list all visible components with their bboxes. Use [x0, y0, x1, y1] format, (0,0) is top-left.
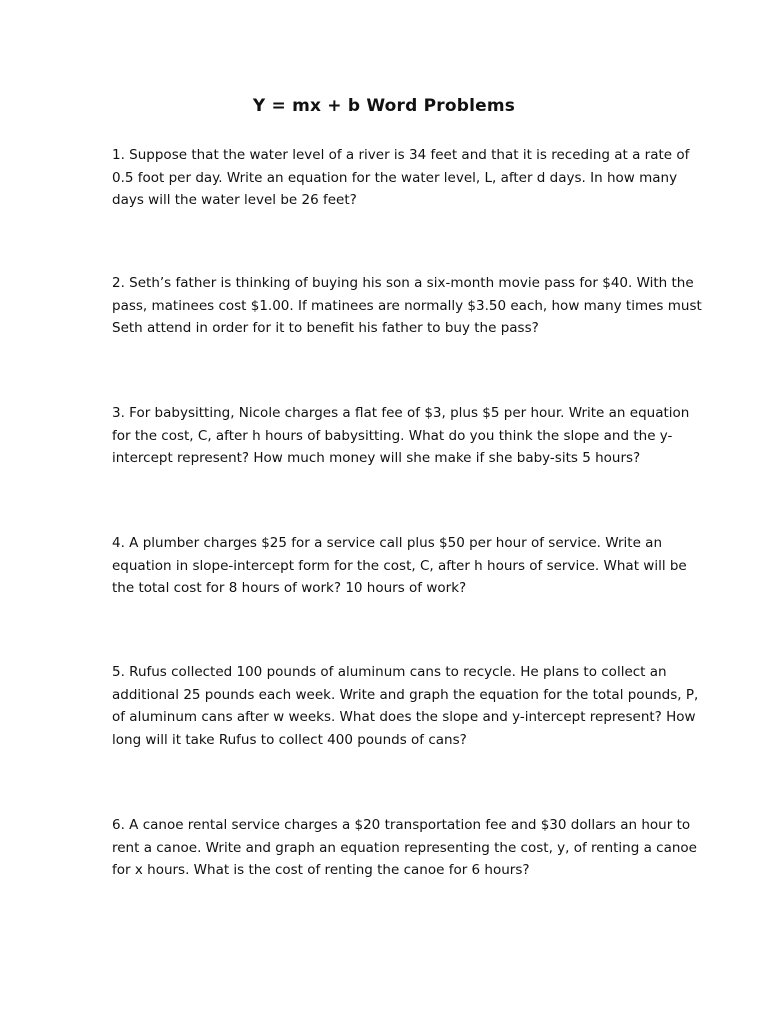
- problem-line: long will it take Rufus to collect 400 pounds of cans?: [112, 731, 467, 748]
- problem-line: 0.5 foot per day. Write an equation for the water level, L, after d days. In how many: [112, 169, 678, 186]
- problem-line: Seth attend in order for it to benefit his father to buy the pass?: [112, 320, 539, 336]
- problem-line: rent a canoe. Write and graph an equation representing the cost, y, of renting a canoe: [112, 839, 697, 856]
- problem-line: 1. Suppose that the water level of a river is 34 feet and that it is receding at a rate of: [112, 147, 690, 163]
- problem-line: 2. Seth’s father is thinking of buying his son a six-month movie pass for $40. With the: [112, 275, 694, 291]
- problem-3: [112, 402, 732, 470]
- problem-line: 3. For babysitting, Nicole charges a flat fee of $3, plus $5 per hour. Write an equation: [112, 405, 690, 421]
- problem-line: the total cost for 8 hours of work? 10 hours of work?: [112, 580, 467, 596]
- problem-line: 6. A canoe rental service charges a $20 transportation fee and $30 dollars an hour to: [112, 817, 691, 833]
- problem-6: [112, 814, 732, 882]
- problem-4: [112, 532, 732, 600]
- problem-line: for x hours. What is the cost of renting the canoe for 6 hours?: [112, 862, 530, 878]
- problem-line: intercept represent? How much money will she make if she baby-sits 5 hours?: [112, 450, 641, 466]
- problem-line: days will the water level be 26 feet?: [112, 192, 357, 208]
- problem-line: for the cost, C, after h hours of babysitting. What do you think the slope and the y-: [112, 427, 673, 444]
- problem-line: additional 25 pounds each week. Write and graph the equation for the total pounds, P,: [112, 686, 699, 703]
- problem-line: of aluminum cans after w weeks. What does the slope and y-intercept represent? How: [112, 709, 696, 725]
- problem-line: equation in slope-intercept form for the cost, C, after h hours of service. What will be: [112, 557, 687, 574]
- problem-line: 5. Rufus collected 100 pounds of aluminum cans to recycle. He plans to collect an: [112, 664, 667, 680]
- problem-1: [112, 144, 732, 212]
- problem-5: [112, 661, 732, 751]
- problem-line: 4. A plumber charges $25 for a service call plus $50 per hour of service. Write an: [112, 535, 663, 551]
- problem-2: [112, 272, 732, 340]
- problem-line: pass, matinees cost $1.00. If matinees are normally $3.50 each, how many times must: [112, 297, 702, 314]
- worksheet-title: Y = mx + b Word Problems: [252, 96, 516, 116]
